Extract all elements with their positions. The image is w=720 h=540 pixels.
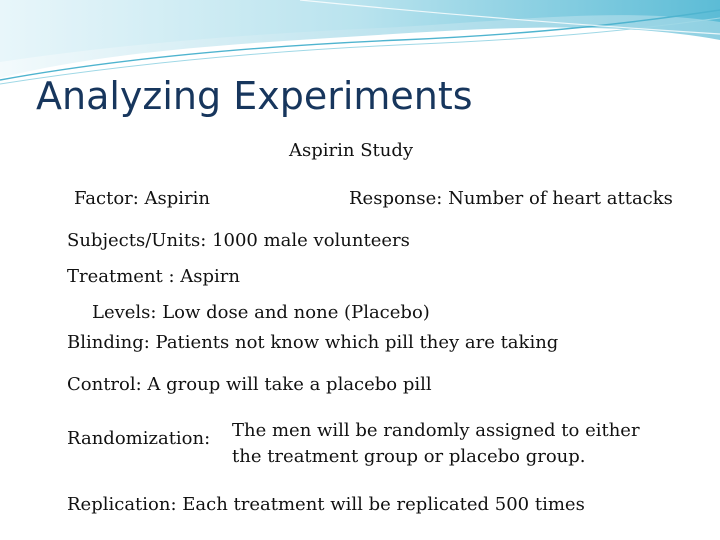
factor-text: Factor: Aspirin: [74, 188, 211, 209]
randomization-line-2: the treatment group or placebo group.: [232, 446, 586, 467]
randomization-line-1: The men will be randomly assigned to either: [232, 420, 640, 441]
replication-text: Replication: Each treatment will be replicated 500 times: [67, 494, 585, 515]
subjects-text: Subjects/Units: 1000 male volunteers: [67, 230, 410, 251]
blinding-text: Blinding: Patients not know which pill they are taking: [67, 332, 559, 353]
study-subtitle: Aspirin Study: [289, 140, 414, 161]
randomization-label: Randomization:: [67, 428, 211, 449]
control-text: Control: A group will take a placebo pill: [67, 374, 432, 395]
response-text: Response: Number of heart attacks: [349, 188, 673, 209]
levels-text: Levels: Low dose and none (Placebo): [92, 302, 430, 323]
slide-title: Analyzing Experiments: [36, 74, 473, 118]
treatment-text: Treatment : Aspirn: [67, 266, 240, 287]
